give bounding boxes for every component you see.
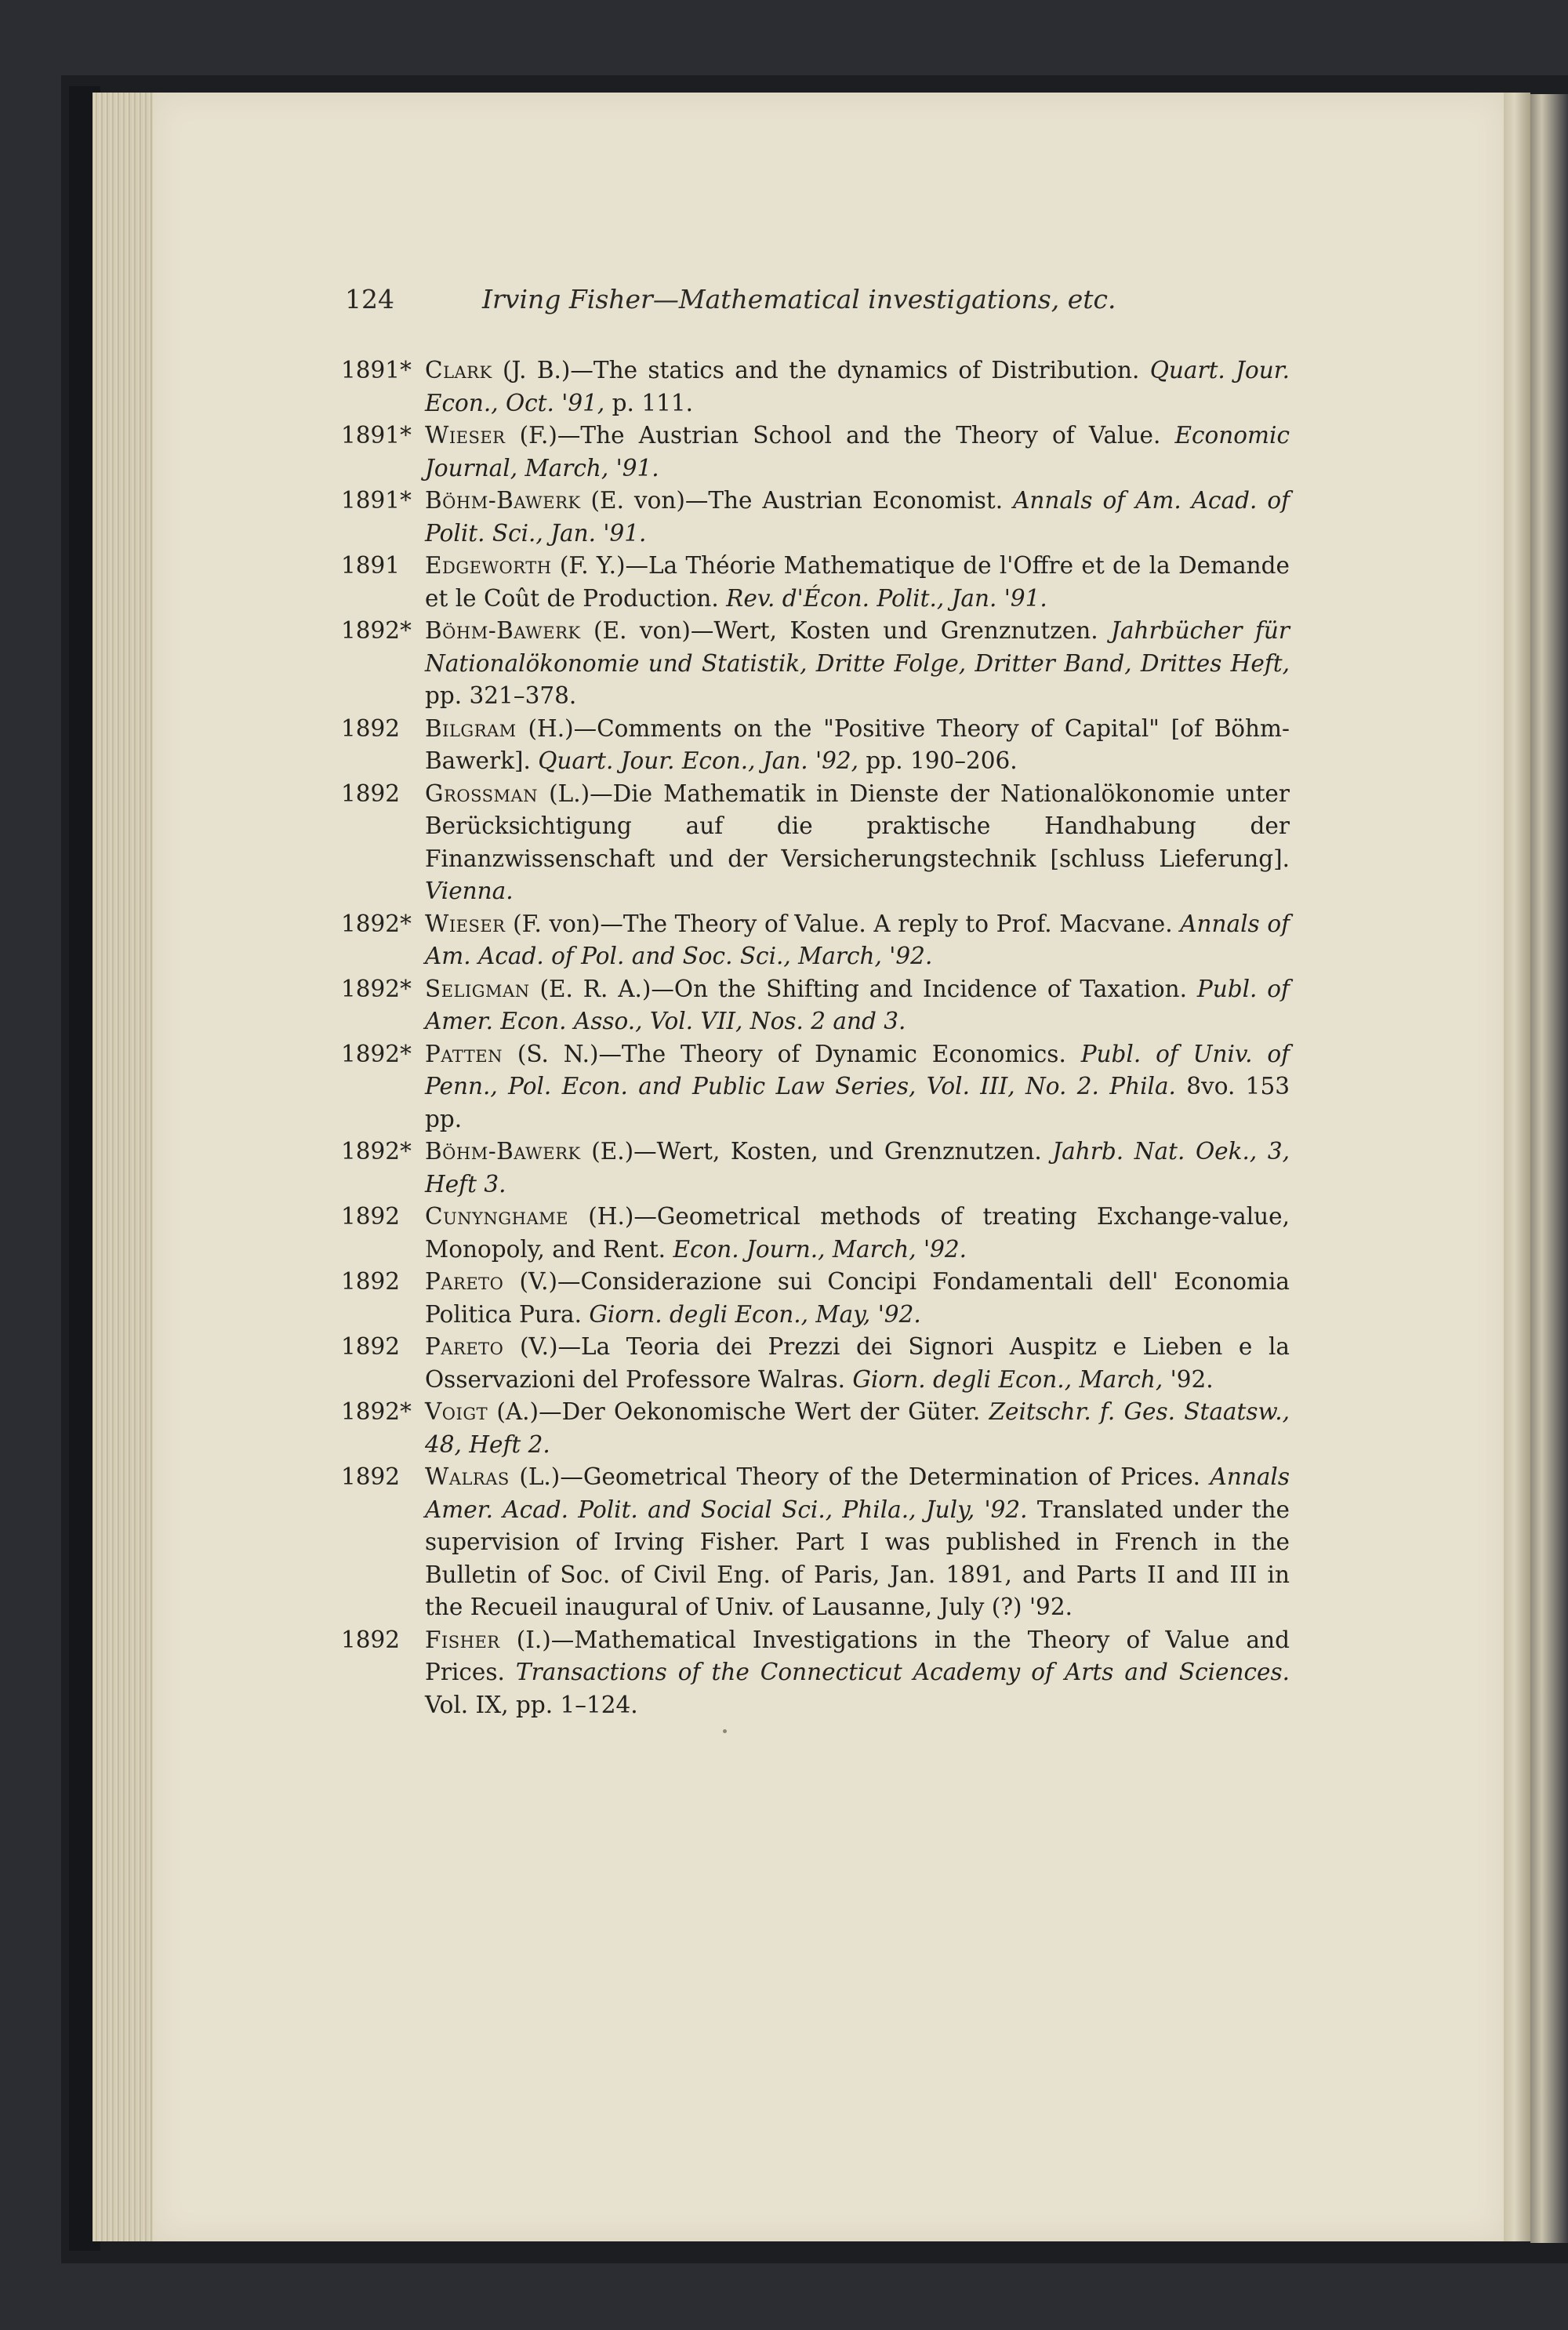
entry-source: Econ. Journ., March, '92. — [673, 1235, 967, 1263]
bibliography-entry — [341, 615, 1290, 713]
entry-text — [425, 420, 1290, 485]
entry-text — [425, 778, 1290, 908]
entry-title: (A.)—Der Oekonomische Wert der Güter. — [488, 1398, 989, 1425]
entry-source: Giorn. degli Econ., March, — [852, 1365, 1163, 1393]
bibliography-entry — [341, 908, 1290, 973]
bibliography-entry — [341, 973, 1290, 1038]
entry-year: 1892 — [341, 1268, 401, 1295]
entry-source: Annals of Am. Acad. of Pol. and Soc. Sci., March, '92. — [425, 910, 1290, 969]
entry-year: 1892 — [341, 714, 401, 742]
bibliography-entry — [341, 1461, 1290, 1624]
entry-source: Quart. Jour. Econ., Jan. '92, — [538, 747, 859, 774]
entry-title: (E. R. A.)—On the Shifting and Incidence of Taxation. — [529, 975, 1197, 1002]
entry-year: 1892* — [341, 1138, 412, 1165]
entry-year: 1892 — [341, 1463, 401, 1490]
entry-year: 1892* — [341, 910, 412, 937]
entry-title: (V.)—La Teoria dei Prezzi dei Signori Auspitz e Lieben e la Osservazioni del Professore Walras. — [425, 1333, 1290, 1393]
entry-source: Quart. Jour. Econ., Oct. '91, — [425, 357, 1290, 416]
entry-year: 1892 — [341, 780, 401, 807]
entry-source: Economic Journal, March, '91. — [425, 422, 1290, 482]
entry-source: Jahrbücher für Nationalökonomie und Statistik, Dritte Folge, Dritter Band, Drittes Heft, — [425, 617, 1290, 677]
page-speck — [723, 1729, 727, 1733]
entry-source: Publ. of Amer. Econ. Asso., Vol. VII, Nos. 2 and 3. — [425, 975, 1290, 1034]
entry-author: Böhm-Bawerk — [425, 617, 581, 644]
entry-author: Walras — [425, 1463, 510, 1490]
entry-tail: pp. 190–206. — [858, 747, 1018, 774]
bibliography-entry — [341, 1136, 1290, 1201]
entry-year: 1891 — [341, 552, 401, 579]
entry-title: (E.)—Wert, Kosten, und Grenznutzen. — [580, 1138, 1053, 1165]
entry-title: (F.)—The Austrian School and the Theory of Value. — [505, 422, 1175, 449]
entry-text — [425, 354, 1290, 420]
bibliography-entry — [341, 1038, 1290, 1136]
page-gutter — [1504, 93, 1530, 2241]
entry-year: 1892 — [341, 1626, 401, 1653]
page-edges — [93, 93, 158, 2241]
entry-source: Transactions of the Connecticut Academy of Arts and Sciences. — [515, 1659, 1290, 1685]
entry-title: (L.)—Die Mathematik in Dienste der Nationalökonomie unter Berücksichtigung auf die praktische Handhabung der Finanzwissenschaft und der Versicherungstechnik [schluss Lieferung]. — [425, 780, 1290, 872]
entry-author: Edgeworth — [425, 552, 552, 579]
entry-year: 1891* — [341, 357, 412, 383]
entry-tail: p. 111. — [604, 389, 693, 416]
entry-author: Wieser — [425, 910, 506, 937]
entry-title: (E. von)—The Austrian Economist. — [580, 487, 1014, 514]
entry-author: Cunynghame — [425, 1203, 568, 1230]
entry-author: Clark — [425, 357, 492, 383]
entry-source: Vienna. — [425, 878, 514, 904]
entry-source: Zeitschr. f. Ges. Staatsw., 48, Heft 2. — [425, 1398, 1290, 1458]
entry-source: Annals Amer. Acad. Polit. and Social Sci., Phila., July, '92. — [425, 1463, 1290, 1523]
bibliography-entry — [341, 485, 1290, 550]
bibliography-list — [341, 354, 1290, 1721]
entry-tail: 8vo. 153 pp. — [425, 1073, 1290, 1132]
entry-author: Pareto — [425, 1333, 504, 1360]
entry-text — [425, 713, 1290, 778]
bibliography-entry — [341, 778, 1290, 908]
entry-text — [425, 1624, 1290, 1722]
entry-title: (L.)—Geometrical Theory of the Determination of Prices. — [509, 1463, 1210, 1490]
entry-source: Rev. d'Écon. Polit., Jan. '91. — [726, 584, 1047, 612]
entry-text — [425, 1331, 1290, 1396]
entry-source: Giorn. degli Econ., May, '92. — [589, 1300, 921, 1328]
bibliography-entry — [341, 1201, 1290, 1266]
entry-year: 1892 — [341, 1203, 401, 1230]
entry-text — [425, 973, 1290, 1038]
entry-author: Seligman — [425, 975, 530, 1002]
entry-author: Fisher — [425, 1626, 500, 1653]
entry-text — [425, 908, 1290, 973]
entry-author: Voigt — [425, 1398, 488, 1425]
entry-text — [425, 1136, 1290, 1201]
entry-author: Patten — [425, 1040, 503, 1067]
entry-year: 1892* — [341, 975, 412, 1002]
entry-text — [425, 1201, 1290, 1266]
bibliography-entry — [341, 420, 1290, 485]
entry-title: (F. von)—The Theory of Value. A reply to Prof. Macvane. — [505, 910, 1181, 937]
entry-text — [425, 550, 1290, 615]
entry-title: (E. von)—Wert, Kosten und Grenznutzen. — [580, 617, 1112, 644]
entry-year: 1892* — [341, 1398, 412, 1425]
entry-author: Wieser — [425, 422, 506, 449]
entry-source: Annals of Am. Acad. of Polit. Sci., Jan. '91. — [425, 487, 1290, 547]
entry-text — [425, 1038, 1290, 1136]
entry-source: Jahrb. Nat. Oek., 3, Heft 3. — [425, 1138, 1290, 1198]
entry-text — [425, 1266, 1290, 1331]
entry-text — [425, 1461, 1290, 1624]
bibliography-entry — [341, 713, 1290, 778]
page-number: 124 — [345, 284, 394, 314]
entry-source: Publ. of Univ. of Penn., Pol. Econ. and Public Law Series, Vol. III, No. 2. Phila. — [425, 1040, 1290, 1100]
entry-title: (H.)—Comments on the "Positive Theory of Capital" [of Böhm-Bawerk]. — [425, 714, 1290, 774]
bibliography-entry — [341, 1396, 1290, 1461]
entry-tail: pp. 321–378. — [425, 682, 577, 709]
entry-year: 1891* — [341, 422, 412, 449]
bibliography-entry — [341, 1624, 1290, 1722]
entry-author: Böhm-Bawerk — [425, 1138, 581, 1165]
entry-title: (F. Y.)—La Théorie Mathematique de l'Offre et de la Demande et le Coût de Production. — [425, 552, 1290, 612]
entry-tail: Vol. IX, pp. 1–124. — [425, 1691, 638, 1718]
entry-text — [425, 485, 1290, 550]
entry-title: (V.)—Considerazione sui Concipi Fondamentali dell' Economia Politica Pura. — [425, 1268, 1290, 1328]
entry-year: 1892 — [341, 1333, 401, 1360]
right-cover-edge — [1530, 94, 1568, 2243]
entry-author: Böhm-Bawerk — [425, 487, 581, 514]
entry-title: (S. N.)—The Theory of Dynamic Economics. — [502, 1040, 1081, 1067]
running-title: Irving Fisher—Mathematical investigations, etc. — [482, 284, 1116, 314]
entry-year: 1892* — [341, 617, 412, 644]
entry-author: Pareto — [425, 1268, 504, 1295]
entry-title: (J. B.)—The statics and the dynamics of Distribution. — [492, 357, 1150, 383]
entry-tail: '92. — [1163, 1365, 1214, 1393]
entry-title: (H.)—Geometrical methods of treating Exchange-value, Monopoly, and Rent. — [425, 1203, 1290, 1263]
bibliography-entry — [341, 1331, 1290, 1396]
entry-text — [425, 1396, 1290, 1461]
entry-text — [425, 615, 1290, 713]
bibliography-entry — [341, 354, 1290, 420]
entry-author: Bilgram — [425, 714, 517, 742]
entry-title: (I.)—Mathematical Investigations in the Theory of Value and Prices. — [425, 1626, 1290, 1685]
entry-year: 1892* — [341, 1040, 412, 1067]
entry-year: 1891* — [341, 487, 412, 514]
entry-author: Grossman — [425, 780, 539, 807]
bibliography-entry — [341, 550, 1290, 615]
bibliography-entry — [341, 1266, 1290, 1331]
entry-tail: Translated under the supervision of Irving Fisher. Part I was published in French in the Bulletin of Soc. of Civil Eng. of Paris, Jan. 1891, and Parts II and III in the Recueil inaugural of Univ. of Lausanne, July (?) '92. — [425, 1496, 1290, 1620]
